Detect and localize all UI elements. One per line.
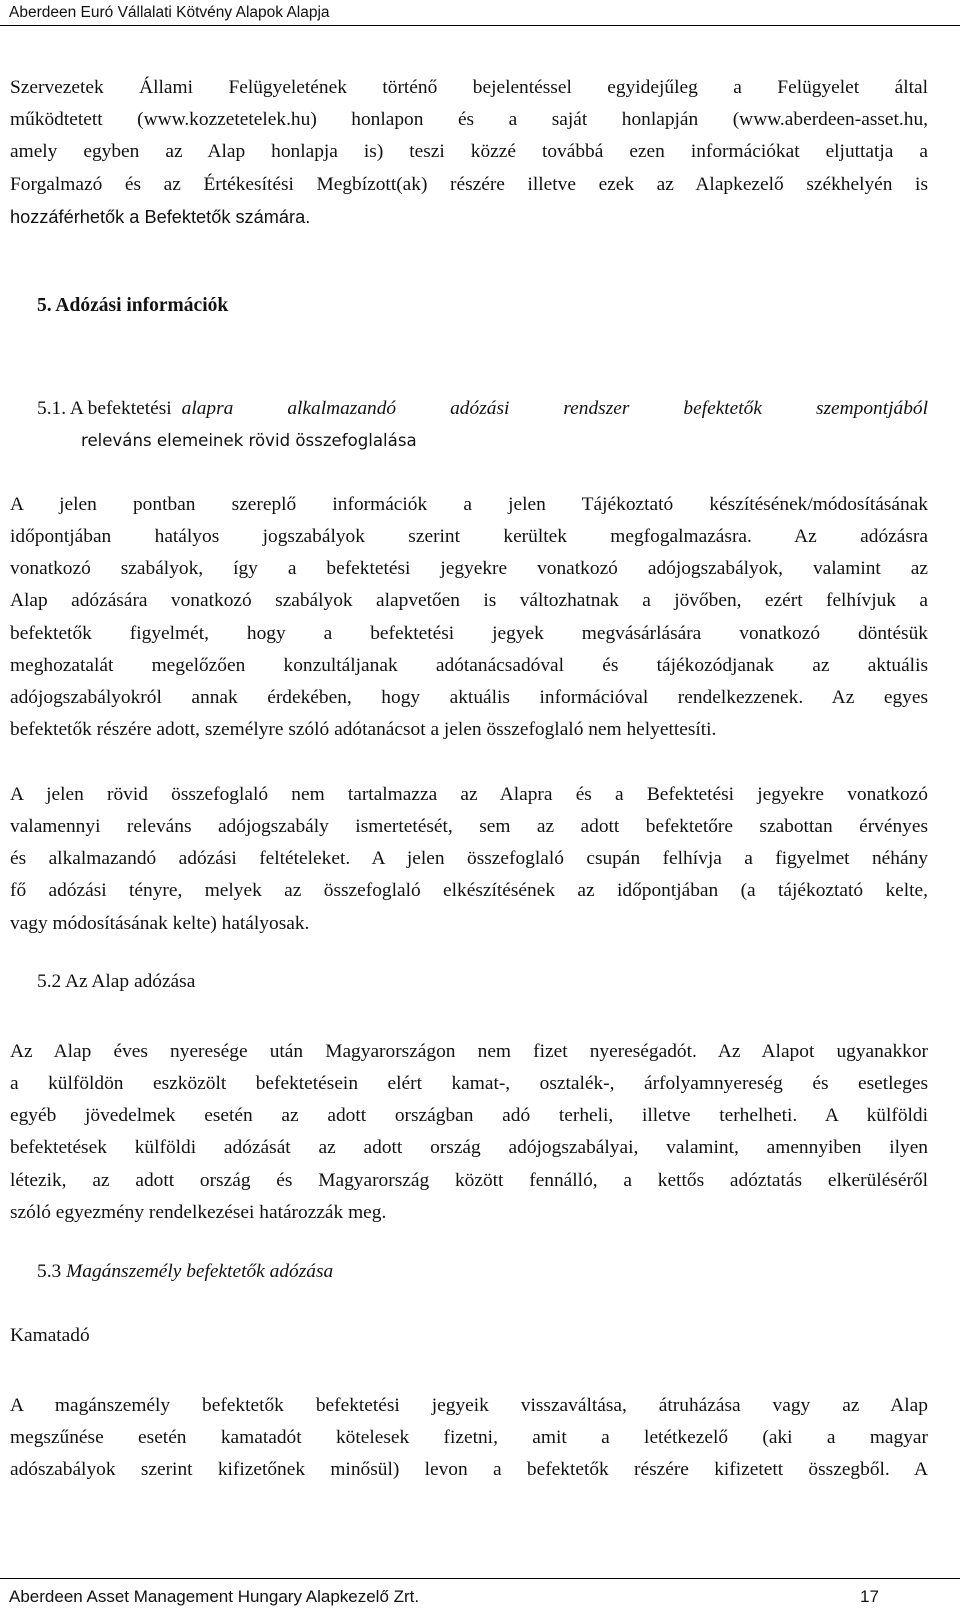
- text-line: A jelen pontban szereplő információk a jelen Tájékoztató készítésének/módosításának: [10, 494, 928, 515]
- paragraph-3: [10, 1036, 928, 1229]
- text-line: egyéb jövedelmek esetén az adott országban adó terheli, illetve terhelheti. A külföldi: [10, 1105, 928, 1127]
- section-5-3-heading: 5.3 Magánszemély befektetők adózása: [37, 1261, 334, 1282]
- section-number: 5.1.: [37, 398, 67, 419]
- section-5-1-heading: [37, 393, 928, 457]
- text-line: időpontjában hatályos jogszabályok szerint kerültek megfogalmazásra. Az adózásra: [10, 526, 928, 548]
- paragraph-1: [10, 489, 928, 746]
- text-line: működtetett (www.kozzetetelek.hu) honlapon és a saját honlapján (www.aberdeen-asset.hu,: [10, 109, 928, 131]
- text-line: befektetők részére adott, személyre szóló adótanácsot a jelen összefoglaló nem helyettesíti.: [10, 719, 717, 741]
- text-line: hozzáférhetők a Befektetők számára.: [10, 206, 311, 227]
- intro-paragraph: [10, 72, 928, 233]
- text-line: fő adózási tényre, melyek az összefoglaló elkészítésének az időpontjában (a tájékoztató kelte,: [10, 880, 928, 902]
- section-5-1-second-line: releváns elemeinek rövid összefoglalása: [81, 431, 417, 450]
- footer-company: Aberdeen Asset Management Hungary Alapkezelő Zrt.: [9, 1587, 420, 1606]
- text-line: A jelen rövid összefoglaló nem tartalmazza az Alapra és a Befektetési jegyekre vonatkozó: [10, 784, 928, 805]
- text-line: vagy módosításának kelte) hatályosak.: [10, 912, 310, 934]
- text-line: A magánszemély befektetők befektetési jegyeik visszaváltása, átruházása vagy az Alap: [10, 1395, 928, 1416]
- text-line: szóló egyezmény rendelkezései határozzák meg.: [10, 1201, 387, 1223]
- text-line: befektetések külföldi adózását az adott ország adójogszabályai, valamint, amennyiben ilyen: [10, 1137, 928, 1159]
- text-line: adószabályok szerint kifizetőnek minősül) levon a befektetők részére kifizetett összegből. A: [10, 1459, 928, 1481]
- text-line: és alkalmazandó adózási feltételeket. A jelen összefoglaló csupán felhívja a figyelmet néhány: [10, 848, 928, 870]
- section-italic: alapra alkalmazandó adózási rendszer befektetők szempontjából: [181, 398, 928, 419]
- page-footer: [0, 1578, 960, 1622]
- section-5-2-heading: 5.2 Az Alap adózása: [37, 971, 196, 992]
- text-line: a külföldön eszközölt befektetésein elért kamat-, osztalék-, árfolyamnyereség és esetleges: [10, 1073, 928, 1095]
- text-line: vonatkozó szabályok, így a befektetési jegyekre vonatkozó adójogszabályok, valamint az: [10, 558, 928, 580]
- header-title: Aberdeen Euró Vállalati Kötvény Alapok Alapja: [9, 4, 330, 21]
- paragraph-4: [10, 1390, 928, 1486]
- page-number: 17: [860, 1587, 879, 1606]
- section-lead: A befektetési: [69, 398, 172, 419]
- text-line: Az Alap éves nyeresége után Magyarországon nem fizet nyereségadót. Az Alapot ugyanakkor: [10, 1041, 928, 1062]
- text-line: Alap adózására vonatkozó szabályok alapvetően is változhatnak a jövőben, ezért felhívjuk a: [10, 590, 928, 612]
- page-header: [0, 0, 960, 26]
- text-line: megszűnése esetén kamatadót kötelesek fizetni, amit a letétkezelő (aki a magyar: [10, 1427, 928, 1449]
- paragraph-2: [10, 779, 928, 940]
- text-line: befektetők figyelmét, hogy a befektetési jegyek megvásárlására vonatkozó döntésük: [10, 622, 928, 644]
- text-line: Forgalmazó és az Értékesítési Megbízott(ak) részére illetve ezek az Alapkezelő székhelyén is: [10, 173, 928, 195]
- text-line: létezik, az adott ország és Magyarország között fennálló, a kettős adóztatás elkerüléséről: [10, 1169, 928, 1191]
- kamatado-heading: Kamatadó: [10, 1325, 90, 1346]
- text-line: Szervezetek Állami Felügyeletének történő bejelentéssel egyidejűleg a Felügyelet által: [10, 77, 928, 98]
- text-line: amely egyben az Alap honlapja is) teszi közzé továbbá ezen információkat eljuttatja a: [10, 141, 928, 163]
- text-line: adójogszabályokról annak érdekében, hogy aktuális információval rendelkezzenek. Az egyes: [10, 686, 928, 708]
- section-5-heading: 5. Adózási információk: [37, 295, 229, 316]
- text-line: valamennyi releváns adójogszabály ismertetését, sem az adott befektetőre szabottan érvényes: [10, 816, 928, 838]
- text-line: meghozatalát megelőzően konzultáljanak adótanácsadóval és tájékozódjanak az aktuális: [10, 654, 928, 676]
